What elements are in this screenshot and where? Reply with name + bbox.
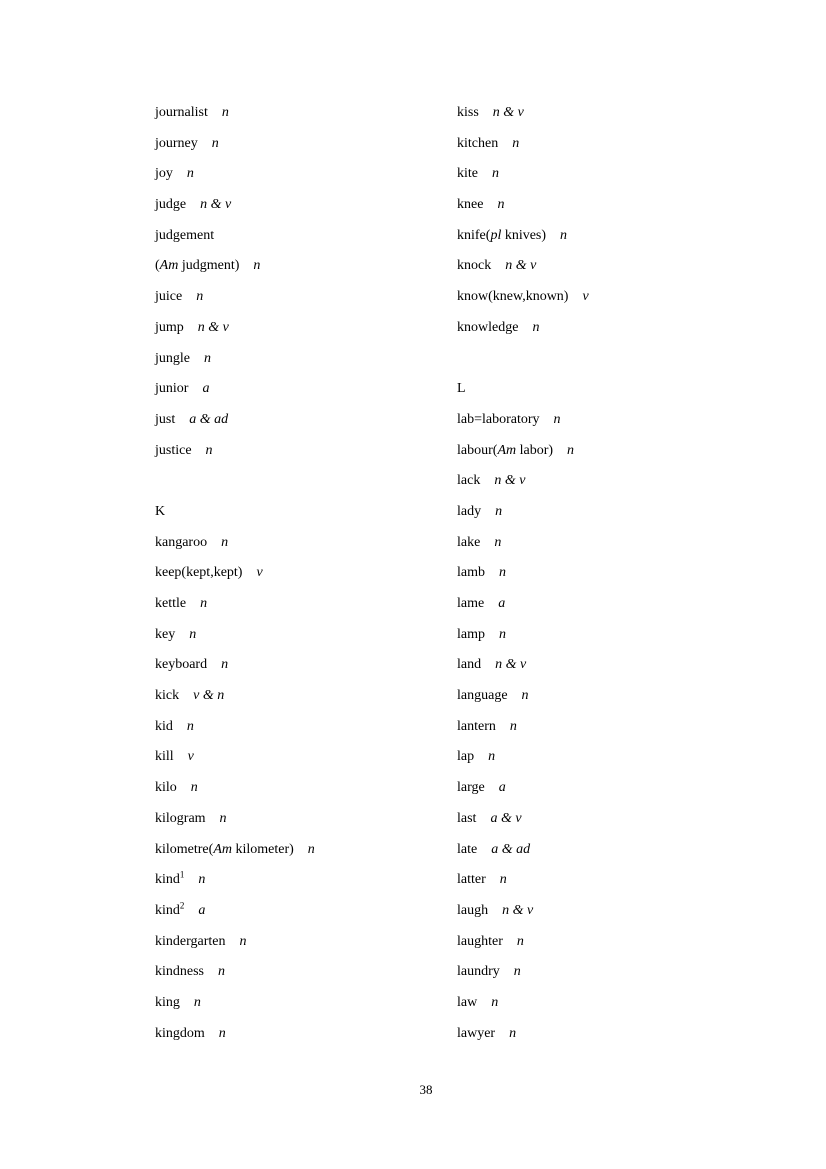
word-entry [457,773,757,804]
word-entry [457,436,757,467]
word-text: kitchen [457,135,499,151]
word-entry [457,190,757,221]
word-text: kangaroo [155,534,208,550]
word-text: kill [155,749,174,765]
part-of-speech-label: n [532,319,540,335]
part-of-speech-label: n & v [492,105,524,120]
word-text: kilogram [155,810,206,826]
word-text: kindergarten [155,933,226,949]
word-text: king [155,994,180,1010]
word-text: kilo [155,780,177,796]
word-list-column-right [457,98,757,1049]
part-of-speech-label: n [198,872,206,888]
word-text: labour(Am labor) [457,442,554,458]
word-text: kindness [155,964,204,980]
word-entry [457,957,757,988]
part-of-speech-label: a & ad [491,841,531,857]
part-of-speech-label: v & n [193,688,225,704]
word-entry [155,957,455,988]
part-of-speech-label: n [253,258,261,274]
part-of-speech-label: a & v [490,810,522,826]
word-entry [155,773,455,804]
word-entry [155,98,455,129]
word-entry [457,313,757,344]
blank-line [457,344,757,375]
part-of-speech-label: n [521,688,529,704]
word-text: judge [155,197,187,213]
part-of-speech-label: n [491,994,499,1010]
word-entry [155,650,455,681]
part-of-speech-label: v [187,749,194,765]
part-of-speech-label: n [186,718,194,734]
section-letter-text: K [155,503,166,519]
part-of-speech-label: n [499,626,506,642]
word-entry [457,129,757,160]
word-entry [457,681,757,712]
word-text: lack [457,473,481,489]
word-text: kiss [457,105,479,120]
word-text: joy [155,166,173,182]
word-entry [155,896,455,927]
part-of-speech-label: n & v [495,657,527,673]
word-entry [155,282,455,313]
part-of-speech-label: a & ad [189,411,229,427]
word-entry [155,405,455,436]
word-entry [457,251,757,282]
word-entry [155,865,455,896]
word-text: keyboard [155,657,208,673]
part-of-speech-label: n [193,994,201,1010]
part-of-speech-label: n [221,534,229,550]
word-text: juice [155,289,183,305]
word-entry [457,558,757,589]
word-text: large [457,780,485,796]
word-text: (Am judgment) [155,258,240,274]
word-text: laugh [457,902,489,918]
word-text: kind$^2$ [155,900,185,918]
word-entry [155,558,455,589]
part-of-speech-label: n [567,442,575,458]
word-text: lap [457,749,475,765]
part-of-speech-label: n [200,596,208,611]
word-entry [155,620,455,651]
part-of-speech-label: n [499,565,506,581]
word-text: laughter [457,933,503,949]
word-entry [155,835,455,866]
word-text: latter [457,872,486,888]
part-of-speech-label: n [186,166,194,182]
word-text: lake [457,534,481,550]
word-entry [155,221,455,252]
part-of-speech-label: n [221,657,229,673]
section-letter [155,497,455,528]
word-text: lab=laboratory [457,411,540,427]
word-entry [155,374,455,405]
part-of-speech-label: n [553,411,561,427]
word-entry [155,712,455,743]
section-letter [457,374,757,405]
part-of-speech-label: n [497,197,505,213]
word-entry [457,1019,757,1050]
word-text: kilometre(Am kilometer) [155,841,294,857]
part-of-speech-label: a [198,902,206,918]
part-of-speech-label: n [218,964,225,980]
part-of-speech-label: a [498,780,506,796]
word-text: lady [457,503,482,519]
word-text: kick [155,688,180,704]
part-of-speech-label: n & v [502,902,534,918]
word-text: knife(pl knives) [457,227,547,243]
word-entry [155,988,455,1019]
part-of-speech-label: n [513,964,521,980]
part-of-speech-label: n [219,810,227,826]
part-of-speech-label: n [499,872,507,888]
part-of-speech-label: n [239,933,247,949]
word-entry [457,742,757,773]
word-entry [155,313,455,344]
part-of-speech-label: n [190,780,198,796]
word-entry [457,282,757,313]
word-text: kid [155,718,173,734]
part-of-speech-label: n [196,289,204,305]
part-of-speech-label: n [205,442,213,458]
word-entry [457,927,757,958]
part-of-speech-label: n [560,227,568,243]
word-text: junior [155,381,189,397]
word-entry [155,589,455,620]
word-text: jump [155,319,184,335]
word-text: just [155,411,176,427]
word-text: law [457,994,478,1010]
part-of-speech-label: n [509,718,517,734]
word-text: land [457,657,482,673]
part-of-speech-label: n [488,749,496,765]
page-number: 38 [419,1082,433,1097]
word-entry [155,681,455,712]
word-text: lawyer [457,1025,496,1041]
word-text: knock [457,258,492,274]
part-of-speech-label: n [492,166,499,182]
part-of-speech-label: v [582,289,589,305]
part-of-speech-label: n [204,350,211,366]
word-entry [457,221,757,252]
part-of-speech-label: n [516,933,524,949]
part-of-speech-label: n [211,135,219,151]
word-text: journey [155,135,198,151]
word-entry [155,742,455,773]
word-text: last [457,810,477,826]
part-of-speech-label: v [256,565,263,581]
part-of-speech-label: n [512,135,520,151]
word-entry [457,835,757,866]
word-text: kettle [155,596,187,611]
part-of-speech-label: n & v [197,319,229,335]
word-entry [457,650,757,681]
word-text: keep(kept,kept) [155,565,243,581]
part-of-speech-label: a [202,381,210,397]
word-entry [155,251,455,282]
word-entry [155,159,455,190]
word-entry [457,405,757,436]
part-of-speech-label: n [218,1025,226,1041]
word-entry [155,804,455,835]
word-list-column-left [155,98,455,1049]
word-entry [155,344,455,375]
part-of-speech-label: n & v [505,258,537,274]
word-entry [457,804,757,835]
word-text: justice [155,442,192,458]
part-of-speech-label: n [189,626,197,642]
word-text: kingdom [155,1025,205,1041]
word-text: lame [457,596,485,611]
word-text: knowledge [457,319,519,335]
word-entry [457,620,757,651]
word-text: laundry [457,964,500,980]
word-text: kind$^1$ [155,869,185,888]
part-of-speech-label: n & v [200,197,232,213]
word-entry [457,466,757,497]
word-entry [457,712,757,743]
word-text: language [457,688,508,704]
word-entry [457,589,757,620]
word-entry [457,865,757,896]
word-text: judgement [155,227,215,243]
word-entry [155,129,455,160]
word-text: knee [457,197,484,213]
part-of-speech-label: n [221,105,229,120]
part-of-speech-label: n [307,841,315,857]
part-of-speech-label: n [509,1025,517,1041]
word-entry [457,98,757,129]
word-entry [155,927,455,958]
word-entry [457,528,757,559]
word-text: late [457,841,478,857]
word-entry [457,896,757,927]
word-entry [457,159,757,190]
word-entry [155,190,455,221]
blank-line [155,466,455,497]
section-letter-text: L [457,381,466,397]
word-entry [155,436,455,467]
word-text: know(knew,known) [457,289,569,305]
word-text: lamb [457,565,485,581]
word-text: key [155,626,176,642]
part-of-speech-label: n [495,503,503,519]
word-entry [457,497,757,528]
word-text: lamp [457,626,485,642]
word-text: jungle [155,350,190,366]
word-text: lantern [457,718,496,734]
word-text: kite [457,166,478,182]
part-of-speech-label: a [498,596,506,611]
word-entry [155,1019,455,1050]
word-text: journalist [155,105,208,120]
part-of-speech-label: n [494,534,502,550]
word-entry [155,528,455,559]
part-of-speech-label: n & v [494,473,526,489]
word-entry [457,988,757,1019]
